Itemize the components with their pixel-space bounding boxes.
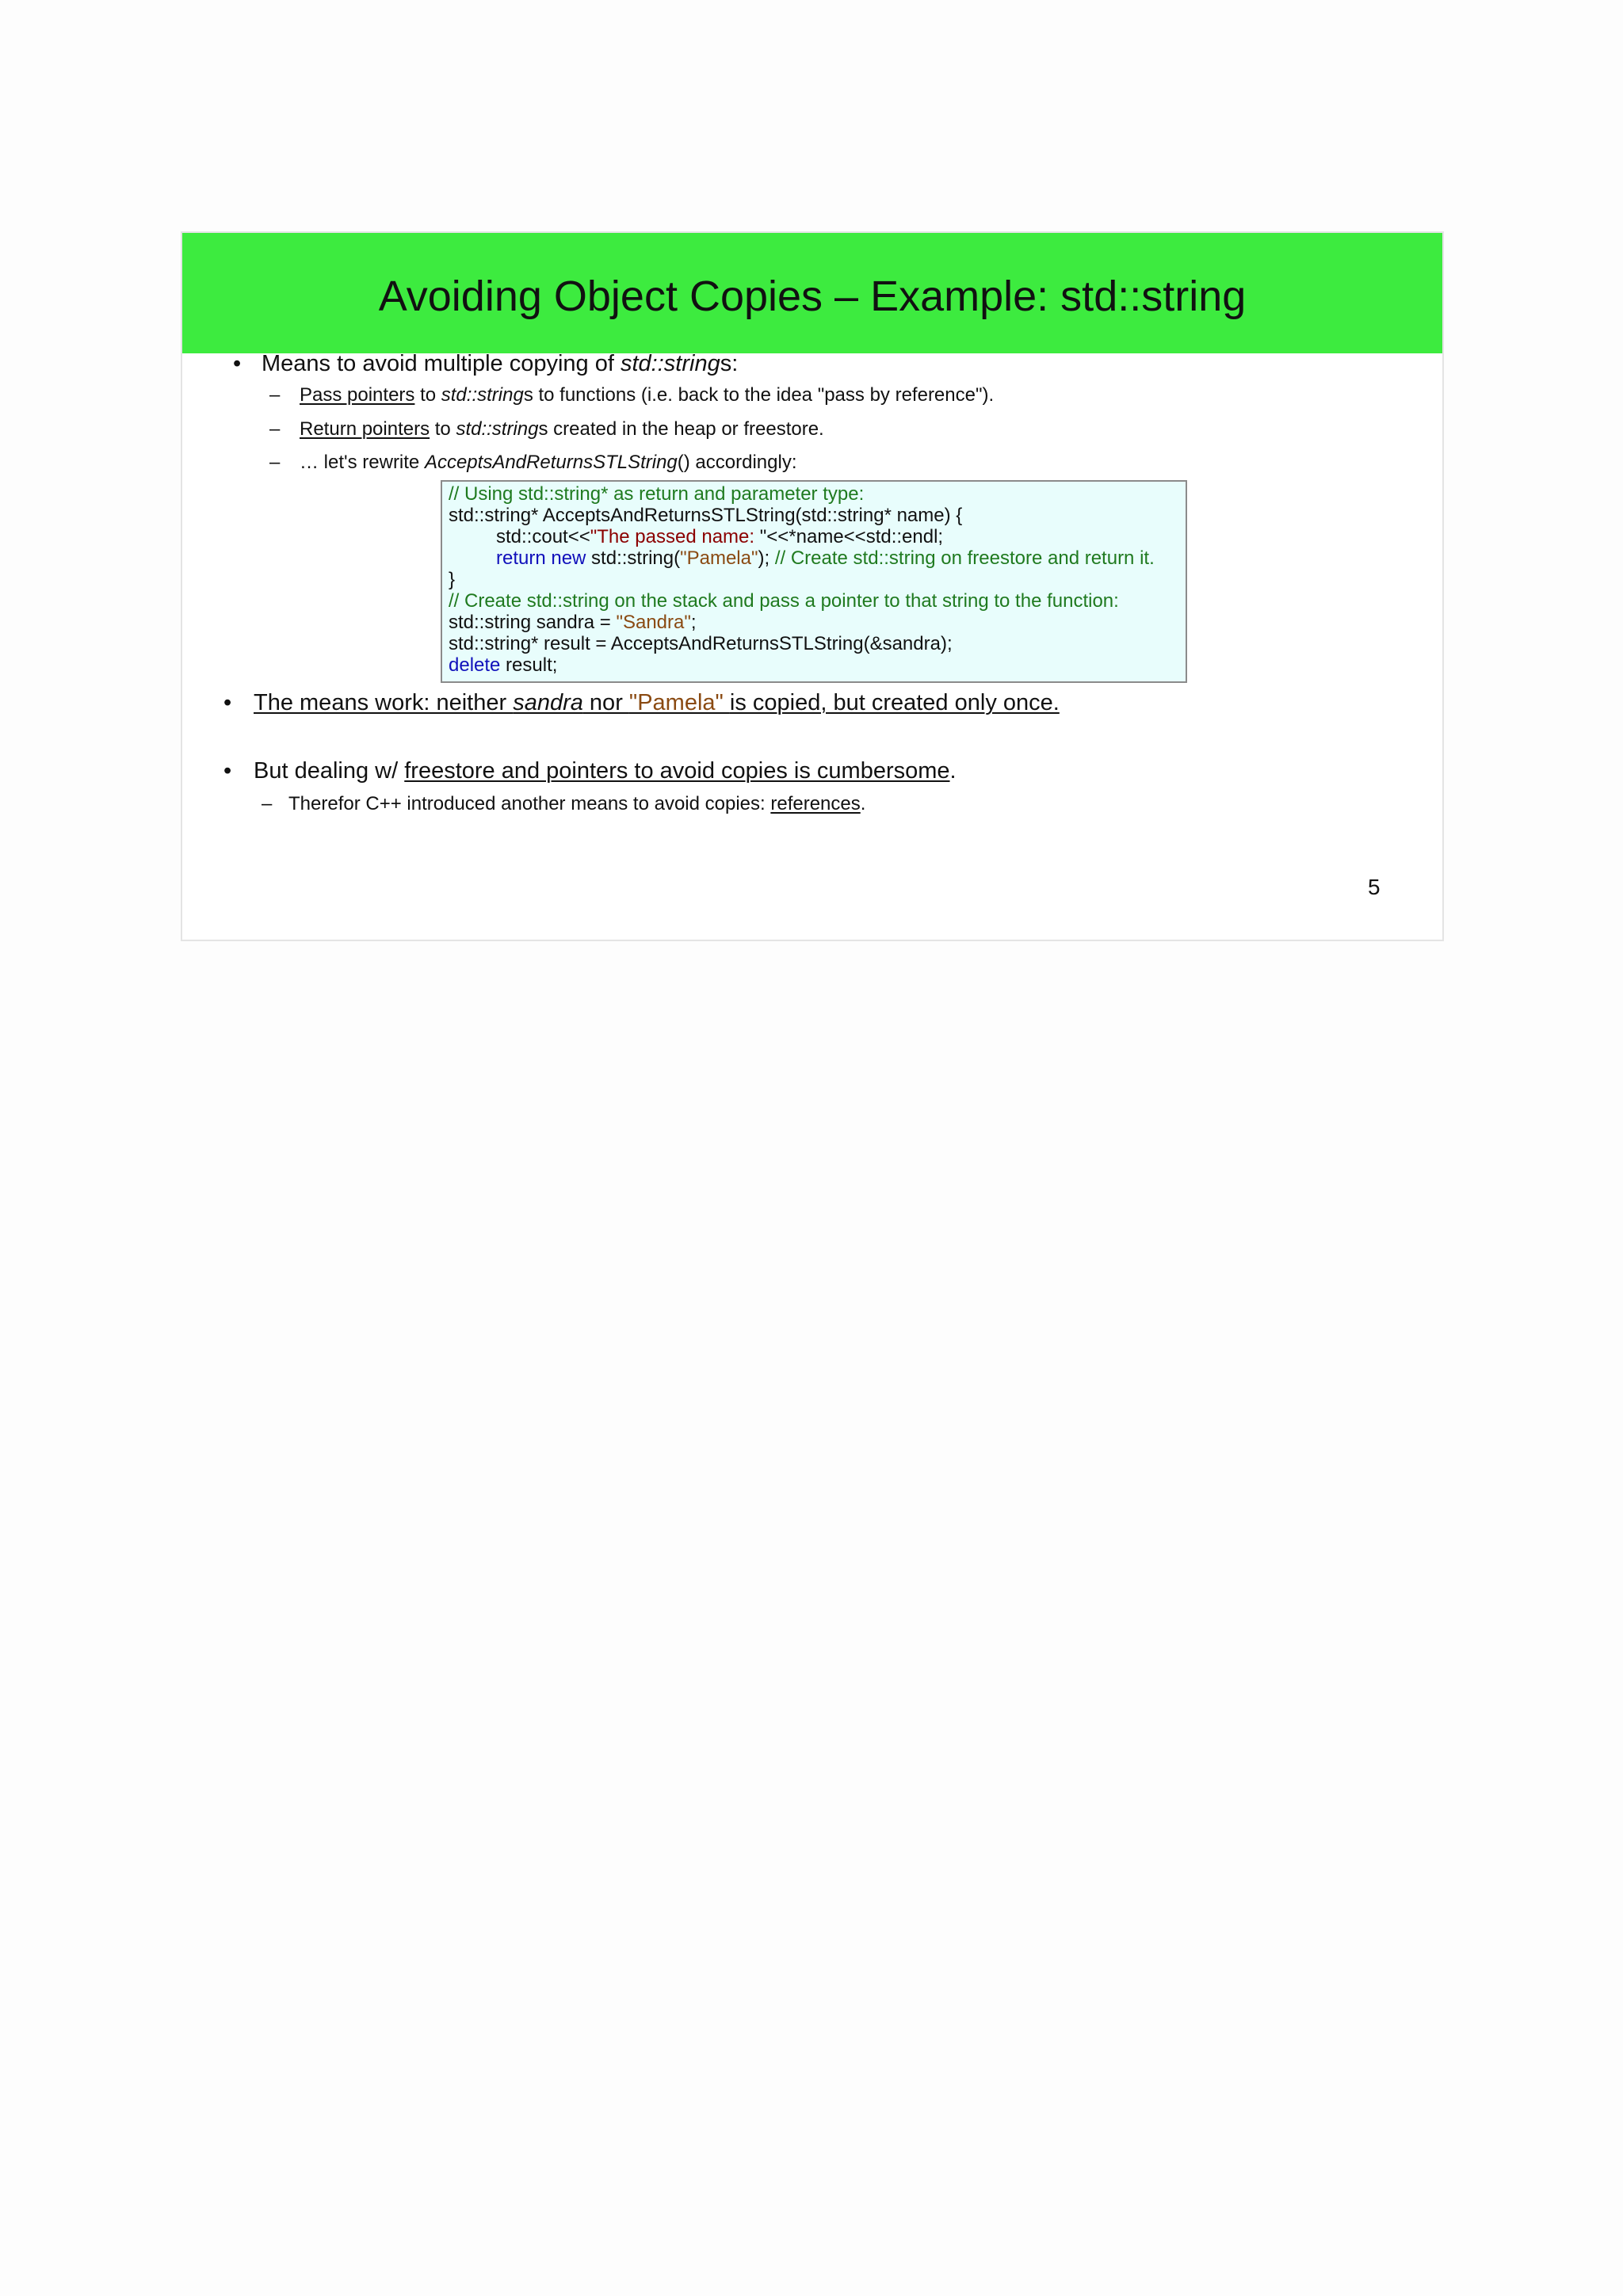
item1b-text-after: s created in the heap or freestore. — [538, 418, 824, 440]
item2-text-mid: nor — [582, 690, 629, 715]
code-line-4-b: ); — [758, 547, 775, 569]
code-line-1: // Using std::string* as return and parameter type: — [449, 483, 865, 505]
code-line-4 — [496, 547, 1155, 569]
bullet-item-3 — [254, 757, 957, 784]
bullet-marker: • — [223, 690, 232, 715]
code-line-4-a: std::string( — [586, 547, 681, 569]
bullet-item-1 — [262, 350, 738, 377]
item1a-text-mid: to — [414, 384, 441, 406]
dash-marker: – — [269, 418, 281, 440]
bullet-marker: • — [223, 758, 232, 784]
sub-item-1a — [300, 383, 994, 407]
item1-text: Means to avoid multiple copying of — [262, 351, 621, 376]
code-line-3-a: std::cout<< — [496, 526, 590, 547]
code-line-7-a: std::string sandra = — [449, 612, 617, 633]
item2-text-after: is copied, but created only once. — [729, 690, 1060, 715]
item3a-text-after: . — [860, 793, 866, 814]
item3-text: But dealing w/ — [254, 758, 405, 784]
item2-italic: sandra — [513, 690, 583, 715]
code-line-7-string: "Sandra" — [616, 612, 691, 633]
sub-item-1c — [300, 451, 797, 475]
code-line-3-b: "<<*name<<std::endl; — [759, 526, 944, 547]
item1c-text-after: () accordingly: — [677, 452, 797, 473]
item1c-italic: AcceptsAndReturnsSTLString — [424, 452, 678, 473]
page-number: 5 — [1368, 875, 1381, 899]
dash-marker: – — [269, 384, 281, 406]
code-line-3-string: "The passed name: — [590, 526, 760, 547]
code-line-9 — [449, 654, 557, 676]
slide — [181, 231, 1444, 941]
bullet-item-2 — [254, 689, 1060, 716]
item1-italic: std::string — [620, 351, 720, 376]
dash-marker: – — [262, 793, 273, 814]
code-line-3 — [496, 526, 943, 547]
item1a-underlined: Pass pointers — [300, 384, 415, 406]
code-line-5: } — [449, 569, 456, 590]
code-line-7 — [449, 612, 697, 633]
code-line-9-keyword: delete — [449, 654, 501, 676]
code-line-7-b: ; — [690, 612, 697, 633]
item1b-italic: std::string — [456, 418, 539, 440]
code-line-4-comment: // Create std::string on freestore and return it. — [774, 547, 1155, 569]
code-line-2: std::string* AcceptsAndReturnsSTLString(std::string* name) { — [449, 505, 963, 526]
item1b-text-mid: to — [430, 418, 456, 440]
item3a-text: Therefor C++ introduced another means to avoid copies: — [288, 793, 771, 814]
item3-text-after: . — [949, 758, 957, 784]
code-line-4-keyword: return new — [496, 547, 586, 569]
item3-underlined: freestore and pointers to avoid copies is cumbersome — [404, 758, 950, 784]
code-line-9-b: result; — [500, 654, 558, 676]
item3a-underlined: references — [770, 793, 861, 814]
sub-item-3a — [288, 792, 865, 816]
item2-string: "Pamela" — [628, 690, 730, 715]
sub-item-1b — [300, 418, 824, 441]
item1c-text: … let's rewrite — [300, 452, 425, 473]
code-line-4-string: "Pamela" — [680, 547, 758, 569]
dash-marker: – — [269, 452, 281, 473]
item1a-text-after: s to functions (i.e. back to the idea "pass by reference"). — [523, 384, 995, 406]
code-line-8: std::string* result = AcceptsAndReturnsSTLString(&sandra); — [449, 633, 953, 654]
item1-text-after: s: — [720, 351, 739, 376]
item2-text: The means work: neither — [254, 690, 514, 715]
code-box — [441, 480, 1187, 683]
item1b-underlined: Return pointers — [300, 418, 430, 440]
title-bar — [182, 233, 1442, 353]
slide-title: Avoiding Object Copies – Example: std::string — [378, 273, 1247, 320]
bullet-marker: • — [233, 351, 242, 376]
item1a-italic: std::string — [441, 384, 524, 406]
code-line-6: // Create std::string on the stack and pass a pointer to that string to the function: — [449, 590, 1119, 612]
